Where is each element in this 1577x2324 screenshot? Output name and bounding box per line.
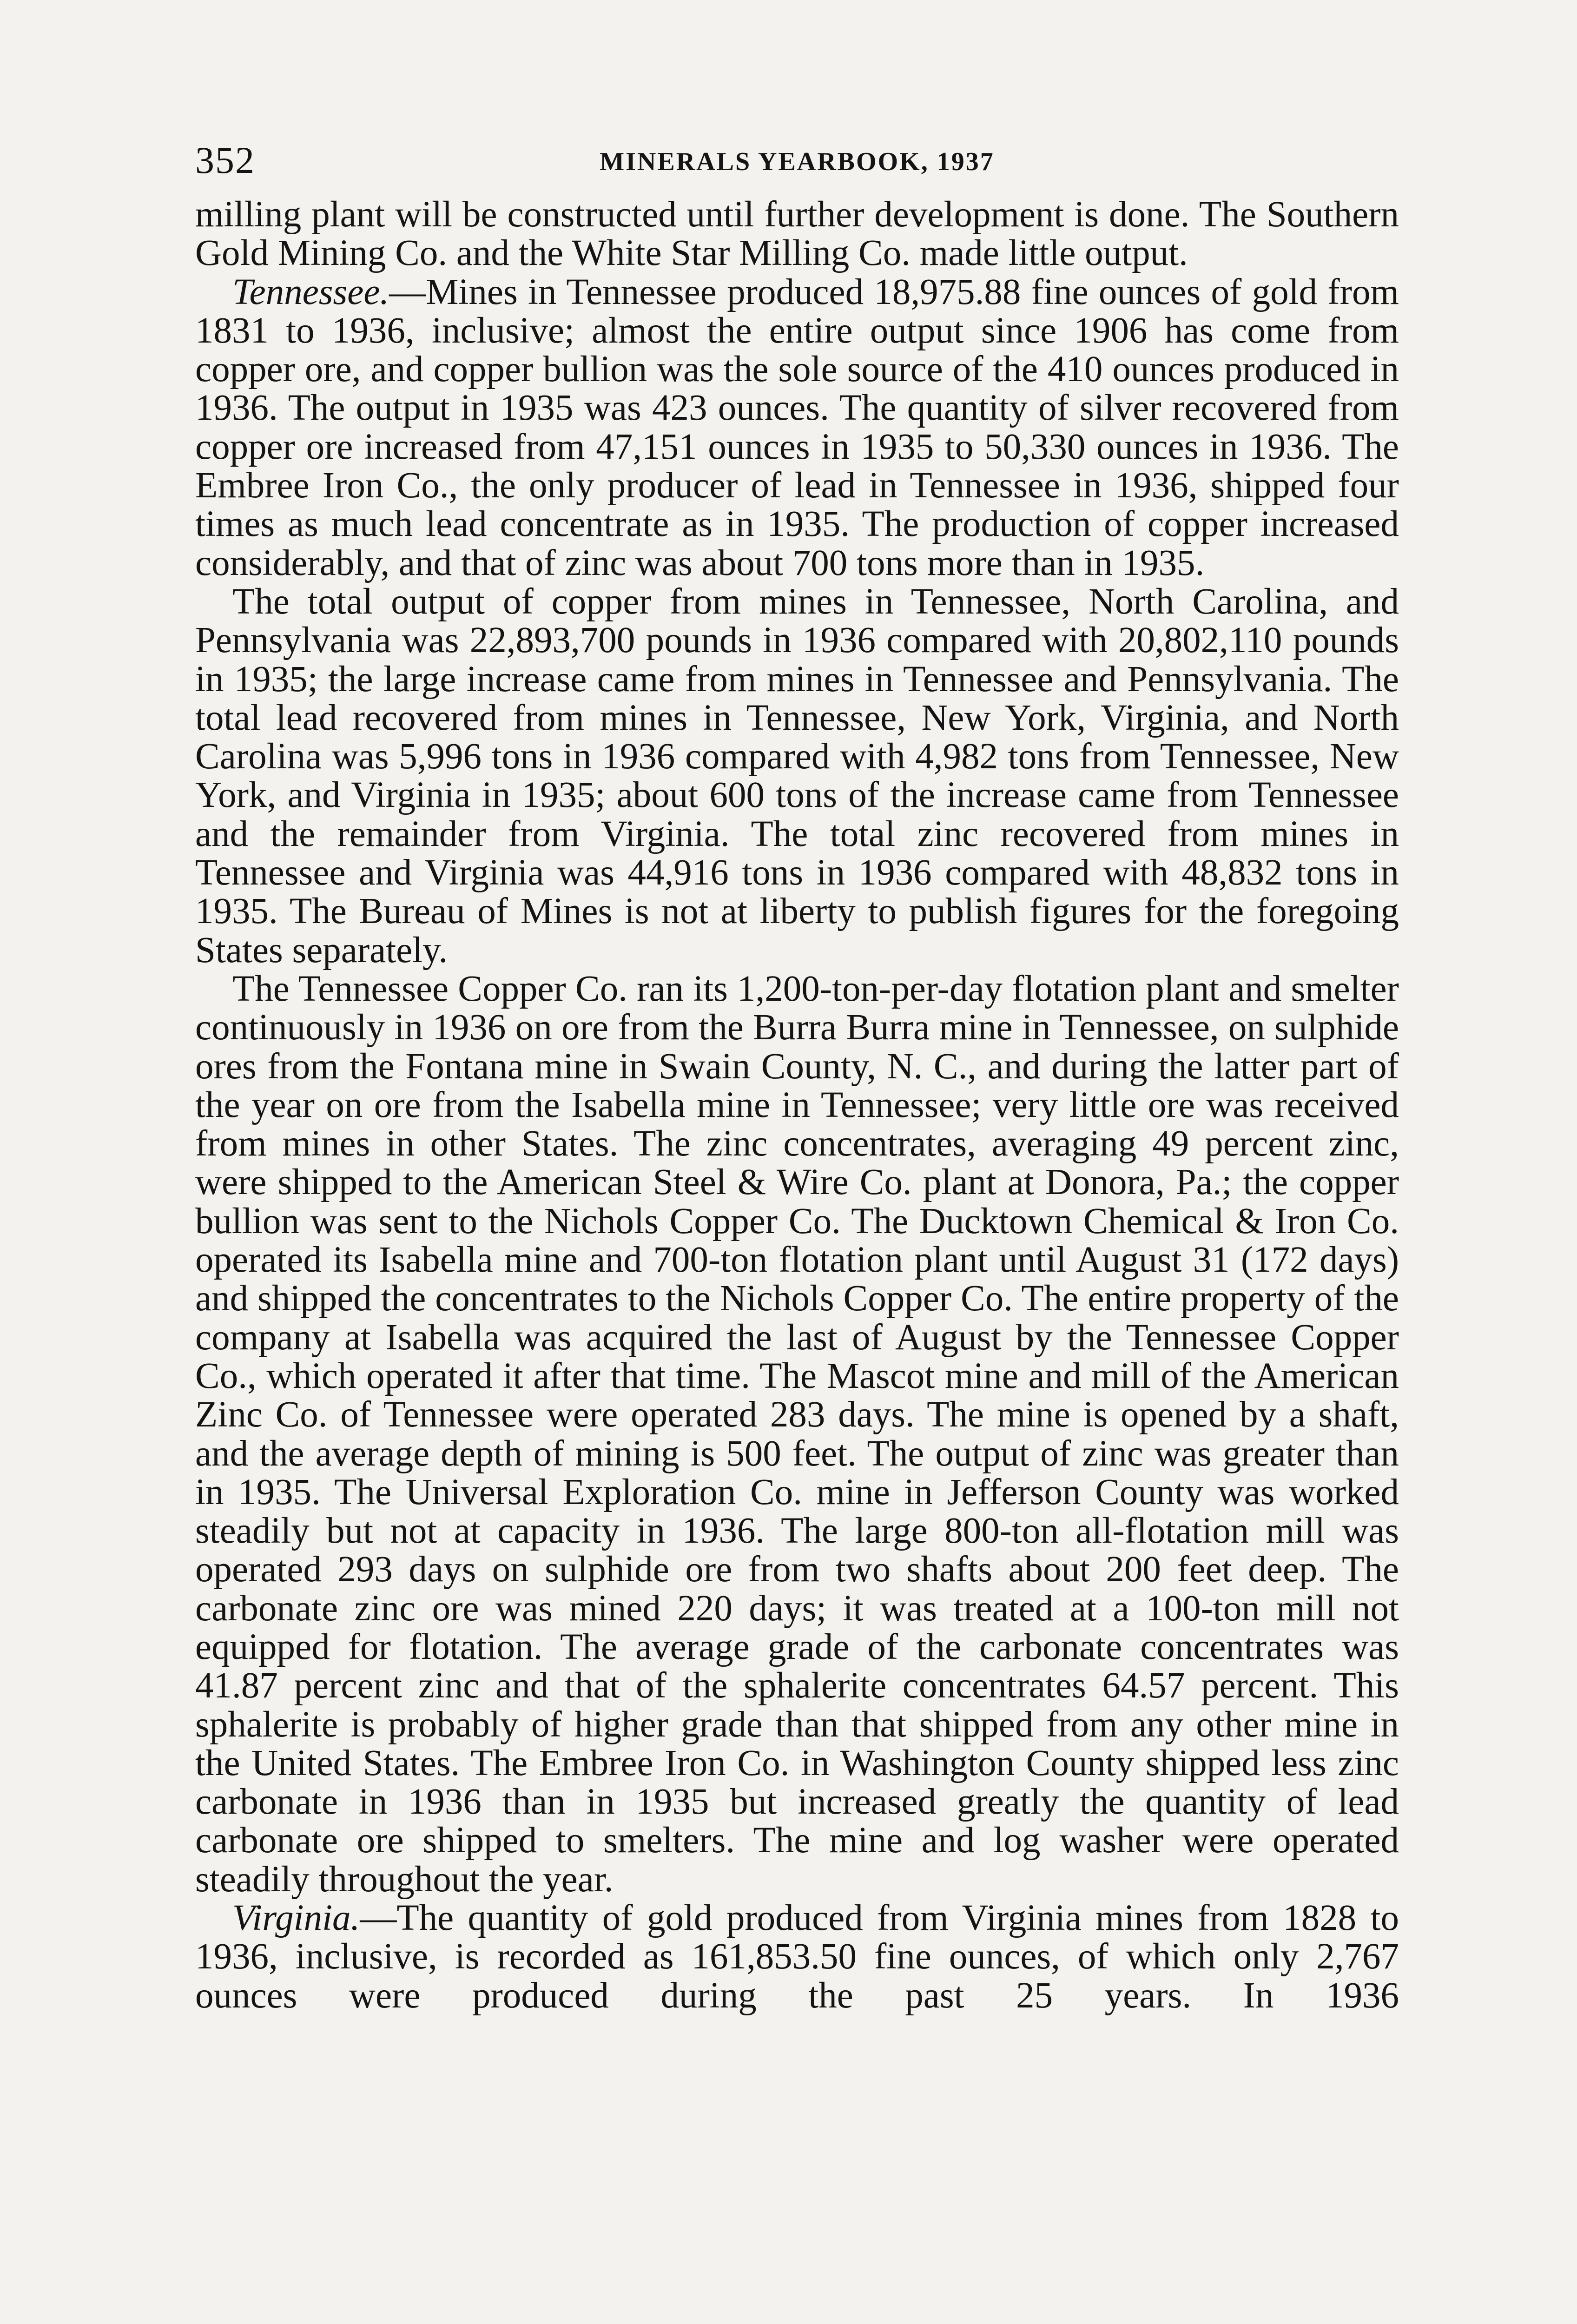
paragraph-text: The total output of copper from mines in Tennessee, North Carolina, and Pennsylvania was 22,893,700 pounds in 1936 compared with 20,802,110 pounds in 1935; the large increase came from mines in Tennessee and Pennsylvania. The total lead recovered from mines in Tennessee, New York, Virginia, and North Carolina was 5,996 tons in 1936 compared with 4,982 tons from Tennessee, New York, and Virginia in 1935; about 600 tons of the increase came from Tennessee and the remainder from Virginia. The total zinc recovered from mines in Tennessee and Virginia was 44,916 tons in 1936 compared with 48,832 tons in 1935. The Bureau of Mines is not at liberty to publish figures for the foregoing States separately. bbox=[195, 581, 1399, 971]
paragraph-text: —The quantity of gold produced from Virginia mines from 1828 to 1936, inclusive, is recorded as 161,853.50 fine ounces, of which only 2,767 ounces were produced during the past 25 years. In 1936 bbox=[195, 1898, 1399, 2016]
running-head: MINERALS YEARBOOK, 1937 bbox=[600, 147, 995, 176]
section-run-in-virginia: Virginia. bbox=[232, 1898, 360, 1939]
paragraph-text: The Tennessee Copper Co. ran its 1,200-ton-per-day flotation plant and smelter continuously in 1936 on ore from the Burra Burra mine in Tennessee, on sulphide ores from the Fontana mine in Swain County, N. C., and during the latter part of the year on ore from the Isabella mine in Tennessee; very little ore was received from mines in other States. The zinc concentrates, averaging 49 percent zinc, were shipped to the American Steel & Wire Co. plant at Donora, Pa.; the copper bullion was sent to the Nichols Copper Co. The Ducktown Chemical & Iron Co. operated its Isabella mine and 700-ton flotation plant until August 31 (172 days) and shipped the concentrates to the Nichols Copper Co. The entire property of the company at Isabella was acquired the last of August by the Tennessee Copper Co., which operated it after that time. The Mascot mine and mill of the American Zinc Co. of Tennessee were operated 283 days. The mine is opened by a shaft, and the average depth of mining is 500 feet. The output of zinc was greater than in 1935. The Universal Exploration Co. mine in Jefferson County was worked steadily but not at capacity in 1936. The large 800-ton all-flotation mill was operated 293 days on sulphide ore from two shafts about 200 feet deep. The carbonate zinc ore was mined 220 days; it was treated at a 100-ton mill not equipped for flotation. The average grade of the carbonate concentrates was 41.87 percent zinc and that of the sphalerite concentrates 64.57 percent. This sphalerite is probably of higher grade than that shipped from any other mine in the United States. The Embree Iron Co. in Washington County shipped less zinc carbonate in 1936 than in 1935 but increased greatly the quantity of lead carbonate ore shipped to smelters. The mine and log washer were operated steadily throughout the year. bbox=[195, 968, 1399, 1900]
page-number: 352 bbox=[195, 139, 255, 181]
paragraph-text: —Mines in Tennessee produced 18,975.88 fine ounces of gold from 1831 to 1936, inclusive; almost the entire output since 1906 has come from copper ore, and copper bullion was the sole source of the 410 ounces produced in 1936. The output in 1935 was 423 ounces. The quantity of silver recovered from copper ore increased from 47,151 ounces in 1935 to 50,330 ounces in 1936. The Embree Iron Co., the only producer of lead in Tennessee in 1936, shipped four times as much lead concentrate as in 1935. The production of copper increased considerably, and that of zinc was about 700 tons more than in 1935. bbox=[195, 271, 1399, 583]
paragraph-virginia bbox=[195, 1899, 1399, 2015]
body-text bbox=[195, 195, 1399, 2015]
section-run-in-tennessee: Tennessee. bbox=[232, 271, 389, 312]
page-header bbox=[195, 135, 1399, 186]
paragraph-continued bbox=[195, 195, 1399, 273]
paragraph-text: milling plant will be constructed until further development is done. The Southern Gold Mining Co. and the White Star Milling Co. made little output. bbox=[195, 194, 1399, 274]
paragraph-copper-lead-zinc-totals bbox=[195, 582, 1399, 970]
paragraph-tennessee-copper-co bbox=[195, 970, 1399, 1899]
paragraph-tennessee bbox=[195, 273, 1399, 582]
